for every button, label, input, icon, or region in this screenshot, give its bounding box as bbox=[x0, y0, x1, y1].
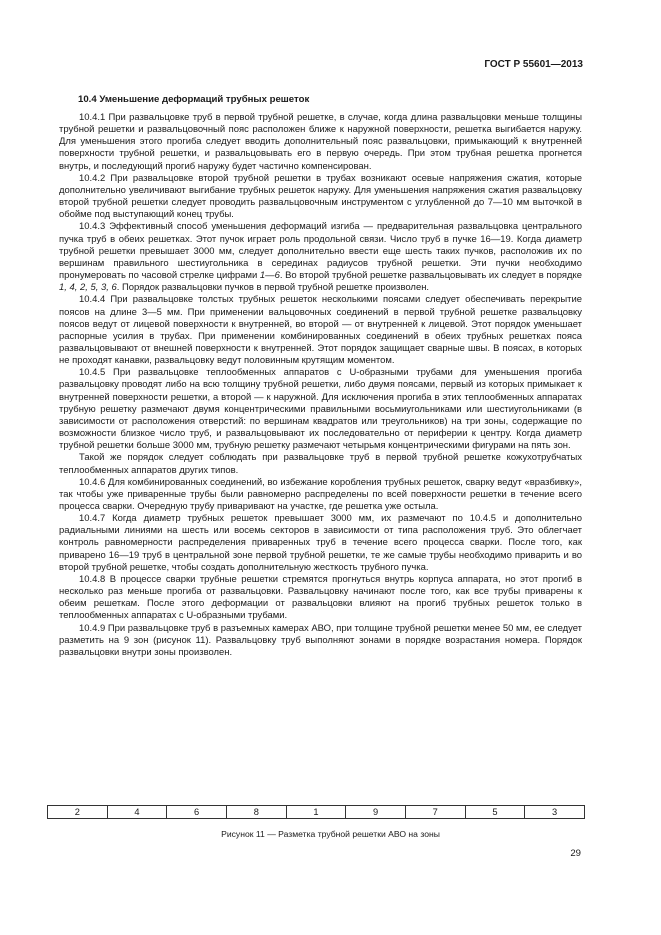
page-number: 29 bbox=[570, 848, 581, 859]
paragraph-10-4-2: 10.4.2 При развальцовке второй трубной решетки в трубах возникают осевые напряжения сжатия, которые дополнительно увеличивают выгибание трубных решеток наружу. Для уменьшения напряжения сжатия развальцовку второй трубной решетки следует проводить развальцовочным инструментом с углубленной до 7—10 мм выточкой в обойме под выступающий конец трубы. bbox=[59, 172, 582, 221]
document-code: ГОСТ Р 55601—2013 bbox=[484, 59, 583, 70]
body-text bbox=[59, 112, 582, 659]
zone-cell: 3 bbox=[525, 806, 585, 819]
paragraph-10-4-5-continuation: Такой же порядок следует соблюдать при развальцовке труб в первой трубной решетке кожухотрубчатых теплообменных аппаратов других типов. bbox=[59, 452, 582, 476]
zone-cell: 8 bbox=[226, 806, 286, 819]
bundle-order: 1, 4, 2, 5, 3, 6 bbox=[59, 282, 117, 294]
paragraph-10-4-8: 10.4.8 В процессе сварки трубные решетки стремятся прогнуться внутрь корпуса аппарата, но этот прогиб в несколько раз меньше прогиба от развальцовки. Развальцовку начинают после того, как все трубы приварены к обеим решеткам. После этого деформации от развальцовки влияют на прогиб трубных решеток только в теплообменных аппаратах с U-образными трубами. bbox=[59, 573, 582, 622]
bundle-numbers: 1—6 bbox=[259, 270, 280, 282]
paragraph-10-4-6: 10.4.6 Для комбинированных соединений, во избежание коробления трубных решеток, сварку ведут «вразбивку», так чтобы уже приваренные трубы были равномерно распределены по всей поверхности решетки в течение всего процесса сварки. Очередную трубу приваривают на участке, где решетка уже остыла. bbox=[59, 476, 582, 512]
zone-cell: 6 bbox=[167, 806, 227, 819]
zone-cell: 1 bbox=[286, 806, 346, 819]
zone-cell: 7 bbox=[405, 806, 465, 819]
paragraph-10-4-1: 10.4.1 При развальцовке труб в первой трубной решетке, в случае, когда длина развальцовки меньше толщины трубной решетки и развальцовочный пояс расположен ближе к наружной поверхности, решетка выгибается наружу. Для уменьшения этого прогиба следует вводить дополнительный пояс развальцовки, примыкающий к внутренней поверхности трубной решетки, и развальцовывать его в первую очередь. При этом трубная решетка прогнется внутрь, и последующий прогиб наружу будет частично компенсирован. bbox=[59, 112, 582, 172]
paragraph-10-4-9: 10.4.9 При развальцовке труб в разъемных камерах АВО, при толщине трубной решетки менее 50 мм, ее следует разметить на 9 зон (рисунок 11). Развальцовку труб выполняют зонами в порядке возрастания номера. Порядок развальцовки внутри зоны произволен. bbox=[59, 622, 582, 658]
paragraph-text: . Во второй трубной решетке развальцовывать их следует в порядке bbox=[279, 270, 583, 282]
zone-cell: 9 bbox=[346, 806, 406, 819]
section-title: 10.4 Уменьшение деформаций трубных решеток bbox=[78, 94, 310, 105]
zone-cell: 4 bbox=[107, 806, 167, 819]
zone-cell: 2 bbox=[48, 806, 108, 819]
paragraph-10-4-5: 10.4.5 При развальцовке теплообменных аппаратов с U-образными трубами для уменьшения прогиба развальцовку проводят либо на всю толщину трубной решетки, либо двумя поясами, первый из которых примыкает к внутренней поверхности решетки, а второй — к наружной. Для исключения прогиба в этих теплообменных аппаратах трубную решетку размечают двумя концентрическими правильными восьмиугольниками или шестиугольниками (в зависимости от расположения отверстий: по вершинам квадратов или треугольников) на три зоны, содержащие по возможности близкое число труб, и развальцовывают их последовательно от периферии к центру. Когда диаметр трубной решетки больше 3000 мм, трубную решетку размечают четырьмя концентрическими фигурами на пять зон. bbox=[59, 367, 582, 452]
paragraph-10-4-4: 10.4.4 При развальцовке толстых трубных решеток несколькими поясами следует обеспечивать перекрытие поясов на длине 3—5 мм. При применении вальцовочных соединений в первой трубной решетке развальцовку поясов ведут от лицевой поверхности к внутренней, во второй — от внутренней к лицевой. Этот порядок уменьшает распорные усилия в трубах. При применении комбинированных соединений в обеих трубных решетках пояса развальцовывают от внешней поверхности к внутренней. Этот порядок защищает сварные швы. В поясах, в которых не проходят канавки, развальцовку ведут половинным крутящим моментом. bbox=[59, 294, 582, 367]
zone-row bbox=[48, 806, 585, 819]
paragraph-10-4-3 bbox=[59, 221, 582, 294]
paragraph-text: . Порядок развальцовки пучков в первой трубной решетке произволен. bbox=[116, 282, 430, 294]
figure-caption: Рисунок 11 — Разметка трубной решетки АВО на зоны bbox=[221, 829, 440, 839]
paragraph-10-4-7: 10.4.7 Когда диаметр трубных решеток превышает 3000 мм, их размечают по 10.4.5 и дополнительно радиальными линиями на шесть или восемь секторов в зависимости от типа расположения труб. Это облегчает контроль равномерности распределения приваренных труб в течение всего процесса сварки. После того, как приварено 16—19 труб в центральной зоне первой трубной решетки, те же самые трубы необходимо приварить и во второй трубной решетке, чтобы создать дополнительную жесткость трубного пучка. bbox=[59, 513, 582, 573]
zone-cell: 5 bbox=[465, 806, 525, 819]
zone-diagram-table bbox=[47, 805, 585, 819]
paragraph-text: 10.4.3 Эффективный способ уменьшения деформаций изгиба — предварительная развальцовка центрального пучка труб в обеих решетках. Этот пучок играет роль продольной связи. Число труб в пучке 16—19. Когда диаметр трубной решетки превышает 3000 мм, следует дополнительно ввести еще шесть таких пучков, расположив их по вершинам правильного шестиугольника в серединах радиусов трубной решетки. Эти пучки необходимо пронумеровать по часовой стрелке цифрами bbox=[59, 221, 582, 282]
